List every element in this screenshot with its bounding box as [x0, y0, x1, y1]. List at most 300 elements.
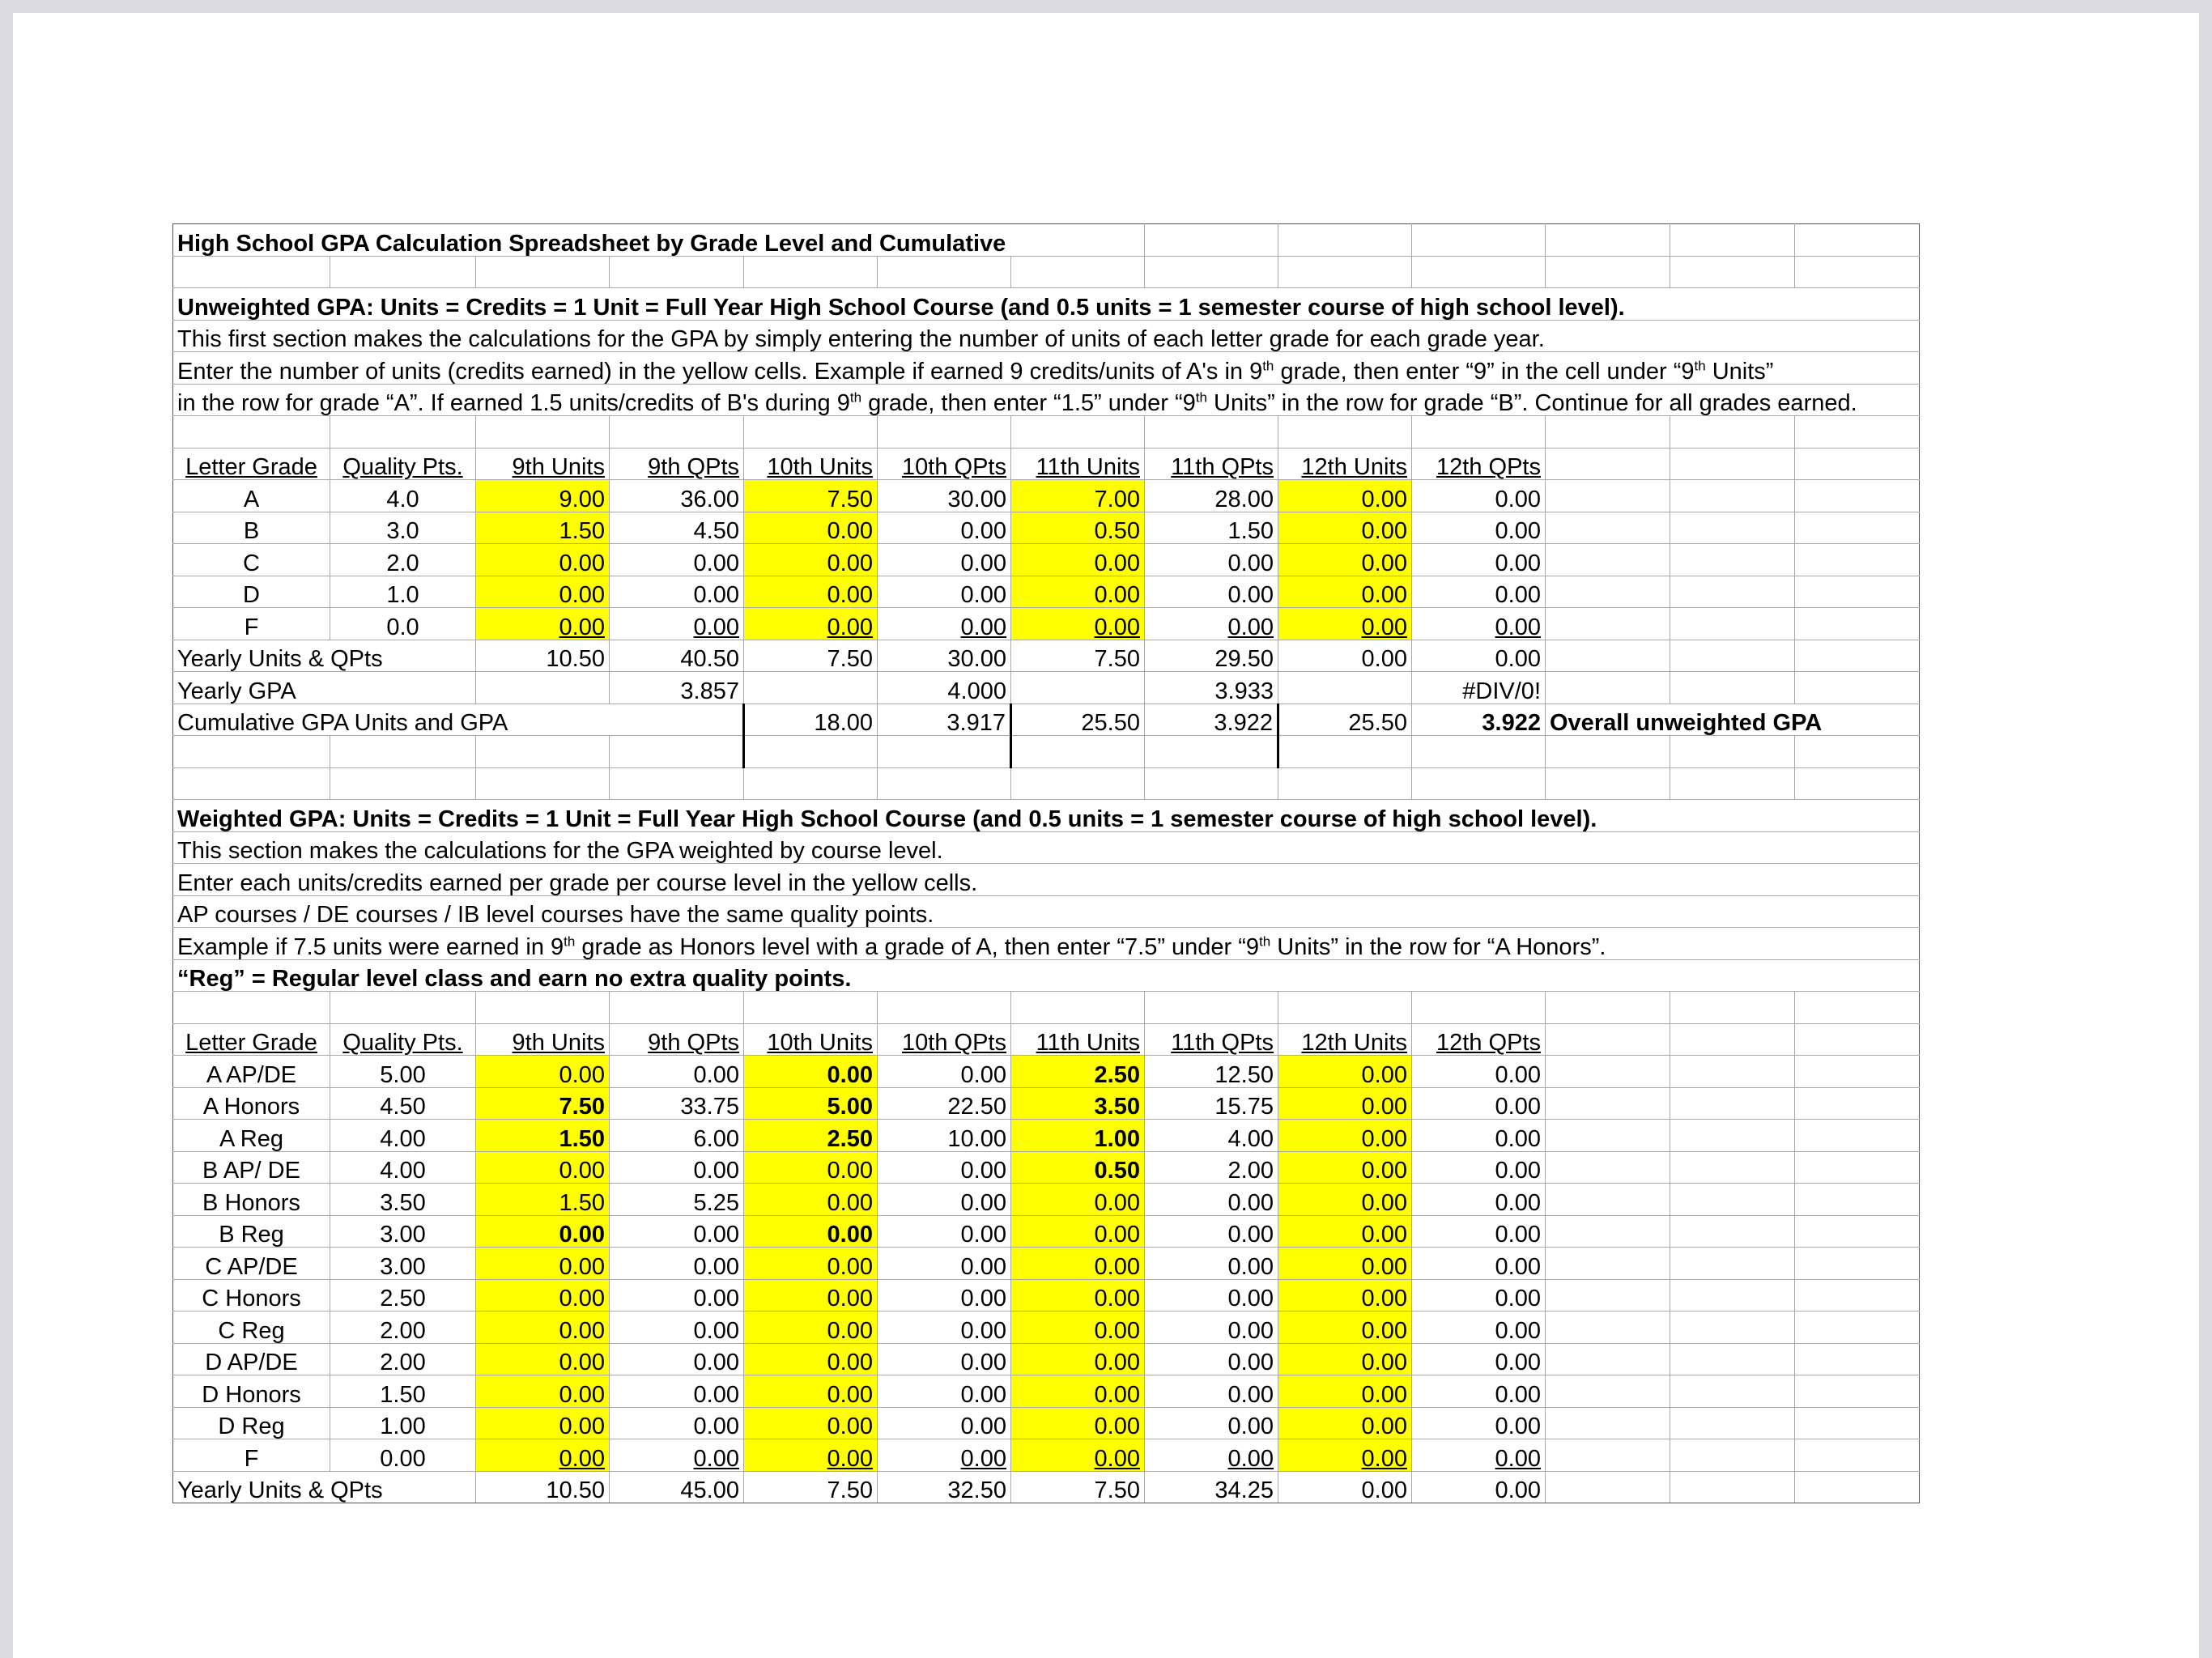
units-input[interactable]: 0.00 — [1278, 576, 1412, 608]
letter-grade: C AP/DE — [173, 1248, 330, 1280]
qpts-value: 36.00 — [610, 480, 744, 512]
reg-note: “Reg” = Regular level class and earn no extra quality points. — [173, 959, 1920, 992]
empty-cell — [1670, 767, 1795, 800]
empty-cell — [1011, 767, 1145, 800]
letter-grade: F — [173, 608, 330, 640]
yearly-value: 30.00 — [878, 640, 1011, 672]
units-input[interactable]: 0.00 — [1278, 608, 1412, 640]
superscript: th — [849, 389, 862, 406]
units-input[interactable]: 0.00 — [744, 1151, 878, 1184]
yearly-label: Yearly Units & QPts — [173, 1471, 476, 1503]
empty-cell — [1546, 767, 1670, 800]
qpts-value: 0.00 — [610, 608, 744, 640]
empty-cell — [1795, 608, 1920, 640]
empty-cell — [1546, 1120, 1670, 1152]
empty-cell — [1670, 1279, 1795, 1312]
empty-cell — [1795, 224, 1920, 257]
column-header: 12th Units — [1278, 448, 1412, 480]
empty-cell — [1412, 736, 1546, 768]
units-input[interactable]: 0.00 — [744, 1248, 878, 1280]
units-input[interactable]: 0.00 — [476, 1407, 610, 1439]
units-input[interactable]: 0.00 — [1278, 1151, 1412, 1184]
empty-cell — [173, 992, 330, 1024]
column-header: 10th QPts — [878, 448, 1011, 480]
yearly-value: 7.50 — [1011, 640, 1145, 672]
units-input[interactable]: 0.00 — [1011, 544, 1145, 576]
qpts-value: 0.00 — [878, 1375, 1011, 1408]
column-header: 10th Units — [744, 1023, 878, 1056]
units-input[interactable]: 0.00 — [1278, 1343, 1412, 1375]
letter-grade: A Reg — [173, 1120, 330, 1152]
units-input[interactable]: 0.00 — [1278, 1375, 1412, 1408]
empty-cell — [1795, 576, 1920, 608]
empty-cell — [1795, 1407, 1920, 1439]
sheet-row — [173, 1120, 1920, 1152]
sheet-row — [173, 1215, 1920, 1248]
sheet-title: High School GPA Calculation Spreadsheet by Grade Level and Cumulative — [173, 224, 1145, 257]
qpts-value: 0.00 — [1145, 1312, 1278, 1344]
units-input[interactable]: 0.00 — [476, 1279, 610, 1312]
sheet-row — [173, 480, 1920, 512]
sheet-row — [173, 576, 1920, 608]
units-input[interactable]: 0.00 — [1011, 1215, 1145, 1248]
qpts-value: 15.75 — [1145, 1087, 1278, 1120]
yearly-value: 45.00 — [610, 1471, 744, 1503]
text-segment: in the row for grade “A”. If earned 1.5 units/credits of B's during 9 — [177, 390, 850, 416]
empty-cell — [1145, 224, 1278, 257]
sheet-row — [173, 1279, 1920, 1312]
sheet-row — [173, 608, 1920, 640]
empty-cell — [1670, 1056, 1795, 1088]
yearly-value: 40.50 — [610, 640, 744, 672]
empty-cell — [744, 672, 878, 704]
empty-cell — [1145, 767, 1278, 800]
qpts-value: 12.50 — [1145, 1056, 1278, 1088]
empty-cell — [476, 672, 610, 704]
empty-cell — [1670, 1375, 1795, 1408]
empty-cell — [1795, 767, 1920, 800]
column-header: 12th Units — [1278, 1023, 1412, 1056]
qpts-value: 0.00 — [878, 1439, 1011, 1472]
units-input[interactable]: 0.00 — [476, 1151, 610, 1184]
qpts-value: 28.00 — [1145, 480, 1278, 512]
letter-grade: B Honors — [173, 1184, 330, 1216]
sheet-row — [173, 1407, 1920, 1439]
empty-cell — [1278, 736, 1412, 768]
empty-cell — [1795, 480, 1920, 512]
cumulative-gpa: 3.917 — [878, 704, 1011, 736]
empty-cell — [476, 767, 610, 800]
empty-cell — [1670, 608, 1795, 640]
units-input[interactable]: 0.00 — [476, 1375, 610, 1408]
units-input[interactable]: 0.00 — [744, 1279, 878, 1312]
units-input[interactable]: 1.50 — [476, 512, 610, 544]
empty-cell — [1795, 672, 1920, 704]
empty-cell — [1546, 1343, 1670, 1375]
qpts-value: 0.00 — [878, 1279, 1011, 1312]
empty-cell — [330, 416, 476, 449]
superscript: th — [1262, 357, 1274, 373]
qpts-value: 0.00 — [1145, 1279, 1278, 1312]
qpts-value: 0.00 — [610, 544, 744, 576]
weighted-desc-3: AP courses / DE courses / IB level courses have the same quality points. — [173, 895, 1920, 928]
sheet-row — [173, 640, 1920, 672]
unweighted-desc-3 — [173, 384, 1920, 416]
empty-cell — [476, 736, 610, 768]
quality-points: 1.0 — [330, 576, 476, 608]
empty-cell — [1670, 1407, 1795, 1439]
cumulative-units: 25.50 — [1011, 704, 1145, 736]
units-input[interactable]: 0.00 — [1011, 1407, 1145, 1439]
column-header: 11th Units — [1011, 1023, 1145, 1056]
units-input[interactable]: 0.00 — [744, 1312, 878, 1344]
units-input[interactable]: 9.00 — [476, 480, 610, 512]
gpa-value: 3.857 — [610, 672, 744, 704]
sheet-row — [173, 1248, 1920, 1280]
yearly-value: 32.50 — [878, 1471, 1011, 1503]
units-input[interactable]: 0.00 — [1278, 1312, 1412, 1344]
qpts-value: 0.00 — [610, 1439, 744, 1472]
column-header: 11th QPts — [1145, 1023, 1278, 1056]
yearly-value: 34.25 — [1145, 1471, 1278, 1503]
units-input[interactable]: 1.00 — [1011, 1120, 1145, 1152]
quality-points: 0.00 — [330, 1439, 476, 1472]
units-input[interactable]: 0.50 — [1011, 512, 1145, 544]
empty-cell — [1795, 640, 1920, 672]
qpts-value: 0.00 — [1412, 1279, 1546, 1312]
column-header: 12th QPts — [1412, 1023, 1546, 1056]
sheet-row — [173, 831, 1920, 864]
empty-cell — [1412, 416, 1546, 449]
units-input[interactable]: 7.50 — [744, 480, 878, 512]
letter-grade: A Honors — [173, 1087, 330, 1120]
empty-cell — [1670, 1343, 1795, 1375]
empty-cell — [1145, 992, 1278, 1024]
empty-cell — [1278, 256, 1412, 288]
units-input[interactable]: 1.50 — [476, 1120, 610, 1152]
qpts-value: 10.00 — [878, 1120, 1011, 1152]
superscript: th — [1694, 357, 1706, 373]
column-header: Letter Grade — [173, 448, 330, 480]
units-input[interactable]: 0.00 — [1278, 544, 1412, 576]
units-input[interactable]: 5.00 — [744, 1087, 878, 1120]
empty-cell — [1670, 416, 1795, 449]
empty-cell — [173, 767, 330, 800]
empty-cell — [1670, 1120, 1795, 1152]
sheet-row — [173, 1023, 1920, 1056]
sheet-row — [173, 1312, 1920, 1344]
empty-cell — [1011, 256, 1145, 288]
empty-cell — [173, 736, 330, 768]
yearly-value: 7.50 — [1011, 1471, 1145, 1503]
letter-grade: A — [173, 480, 330, 512]
cumulative-units: 25.50 — [1278, 704, 1412, 736]
qpts-value: 0.00 — [878, 1312, 1011, 1344]
empty-cell — [1670, 512, 1795, 544]
empty-cell — [610, 767, 744, 800]
empty-cell — [1546, 1023, 1670, 1056]
column-header: 9th Units — [476, 1023, 610, 1056]
empty-cell — [1795, 1151, 1920, 1184]
empty-cell — [1546, 1248, 1670, 1280]
units-input[interactable]: 0.00 — [744, 1215, 878, 1248]
empty-cell — [1278, 992, 1412, 1024]
text-segment: grade as Honors level with a grade of A, then enter “7.5” under “9 — [575, 933, 1260, 960]
units-input[interactable]: 0.00 — [744, 512, 878, 544]
column-header: 9th QPts — [610, 448, 744, 480]
qpts-value: 0.00 — [1145, 1215, 1278, 1248]
sheet-row — [173, 1056, 1920, 1088]
qpts-value: 0.00 — [1412, 1343, 1546, 1375]
qpts-value: 30.00 — [878, 480, 1011, 512]
units-input[interactable]: 0.00 — [1278, 1087, 1412, 1120]
units-input[interactable]: 0.00 — [1011, 1312, 1145, 1344]
units-input[interactable]: 3.50 — [1011, 1087, 1145, 1120]
empty-cell — [1795, 1375, 1920, 1408]
sheet-row — [173, 800, 1920, 832]
units-input[interactable]: 0.00 — [1278, 1184, 1412, 1216]
quality-points: 3.00 — [330, 1215, 476, 1248]
column-header: 10th QPts — [878, 1023, 1011, 1056]
quality-points: 5.00 — [330, 1056, 476, 1088]
units-input[interactable]: 0.00 — [1011, 1375, 1145, 1408]
sheet-row — [173, 1087, 1920, 1120]
quality-points: 3.50 — [330, 1184, 476, 1216]
qpts-value: 0.00 — [1412, 1248, 1546, 1280]
sheet-row — [173, 224, 1920, 257]
sheet-row — [173, 544, 1920, 576]
units-input[interactable]: 0.00 — [1011, 608, 1145, 640]
empty-cell — [1795, 448, 1920, 480]
sheet-row — [173, 704, 1920, 736]
letter-grade: B AP/ DE — [173, 1151, 330, 1184]
cumulative-label: Cumulative GPA Units and GPA — [173, 704, 744, 736]
yearly-value: 10.50 — [476, 640, 610, 672]
units-input[interactable]: 0.00 — [1278, 1248, 1412, 1280]
text-segment: grade, then enter “9” in the cell under “9 — [1274, 358, 1695, 385]
weighted-desc-1: This section makes the calculations for the GPA weighted by course level. — [173, 831, 1920, 864]
units-input[interactable]: 0.00 — [1278, 1120, 1412, 1152]
units-input[interactable]: 0.00 — [744, 544, 878, 576]
empty-cell — [1795, 1343, 1920, 1375]
qpts-value: 0.00 — [878, 1343, 1011, 1375]
column-header: Quality Pts. — [330, 1023, 476, 1056]
units-input[interactable]: 1.50 — [476, 1184, 610, 1216]
units-input[interactable]: 0.00 — [476, 1439, 610, 1472]
yearly-value: 0.00 — [1412, 640, 1546, 672]
empty-cell — [1670, 736, 1795, 768]
units-input[interactable]: 0.00 — [476, 1343, 610, 1375]
units-input[interactable]: 0.00 — [476, 1215, 610, 1248]
empty-cell — [610, 992, 744, 1024]
empty-cell — [1412, 992, 1546, 1024]
empty-cell — [1546, 480, 1670, 512]
qpts-value: 0.00 — [878, 512, 1011, 544]
empty-cell — [1795, 1248, 1920, 1280]
units-input[interactable]: 0.00 — [1011, 1184, 1145, 1216]
units-input[interactable]: 0.00 — [476, 608, 610, 640]
empty-cell — [1670, 1471, 1795, 1503]
units-input[interactable]: 0.00 — [1278, 1215, 1412, 1248]
units-input[interactable]: 7.50 — [476, 1087, 610, 1120]
empty-cell — [1670, 992, 1795, 1024]
units-input[interactable]: 0.00 — [744, 1375, 878, 1408]
units-input[interactable]: 0.00 — [1278, 512, 1412, 544]
empty-cell — [1795, 1312, 1920, 1344]
text-segment: Units” in the row for grade “B”. Continue for all grades earned. — [1206, 390, 1857, 416]
empty-cell — [1670, 576, 1795, 608]
weighted-desc-4 — [173, 928, 1920, 960]
empty-cell — [1145, 256, 1278, 288]
units-input[interactable]: 0.00 — [744, 608, 878, 640]
empty-cell — [1670, 448, 1795, 480]
units-input[interactable]: 0.00 — [476, 544, 610, 576]
empty-cell — [1670, 224, 1795, 257]
empty-cell — [1546, 512, 1670, 544]
empty-cell — [1546, 1087, 1670, 1120]
yearly-value: 7.50 — [744, 1471, 878, 1503]
units-input[interactable]: 0.00 — [1011, 1279, 1145, 1312]
sheet-row — [173, 320, 1920, 352]
cumulative-gpa: 3.922 — [1145, 704, 1278, 736]
units-input[interactable]: 0.00 — [1011, 1343, 1145, 1375]
sheet-row — [173, 864, 1920, 896]
units-input[interactable]: 0.50 — [1011, 1151, 1145, 1184]
qpts-value: 0.00 — [1412, 1184, 1546, 1216]
units-input[interactable]: 0.00 — [476, 1248, 610, 1280]
empty-cell — [1546, 1439, 1670, 1472]
qpts-value: 0.00 — [610, 1375, 744, 1408]
text-segment: Example if 7.5 units were earned in 9 — [177, 933, 564, 960]
qpts-value: 0.00 — [1145, 1439, 1278, 1472]
units-input[interactable]: 0.00 — [744, 1439, 878, 1472]
empty-cell — [1795, 256, 1920, 288]
yearly-value: 29.50 — [1145, 640, 1278, 672]
units-input[interactable]: 0.00 — [744, 576, 878, 608]
empty-cell — [330, 767, 476, 800]
letter-grade: C Reg — [173, 1312, 330, 1344]
letter-grade: B Reg — [173, 1215, 330, 1248]
qpts-value: 0.00 — [878, 608, 1011, 640]
units-input[interactable]: 0.00 — [744, 1184, 878, 1216]
qpts-value: 2.00 — [1145, 1151, 1278, 1184]
qpts-value: 4.50 — [610, 512, 744, 544]
units-input[interactable]: 0.00 — [1278, 1407, 1412, 1439]
units-input[interactable]: 2.50 — [1011, 1056, 1145, 1088]
empty-cell — [476, 992, 610, 1024]
empty-cell — [1546, 1312, 1670, 1344]
column-header: 11th QPts — [1145, 448, 1278, 480]
empty-cell — [1546, 1151, 1670, 1184]
empty-cell — [173, 416, 330, 449]
empty-cell — [744, 736, 878, 768]
qpts-value: 0.00 — [1145, 1343, 1278, 1375]
empty-cell — [1670, 1151, 1795, 1184]
gpa-value: 3.933 — [1145, 672, 1278, 704]
units-input[interactable]: 0.00 — [476, 576, 610, 608]
empty-cell — [1670, 1312, 1795, 1344]
empty-cell — [1670, 256, 1795, 288]
units-input[interactable]: 0.00 — [1278, 1439, 1412, 1472]
units-input[interactable]: 0.00 — [1278, 1056, 1412, 1088]
qpts-value: 0.00 — [610, 1279, 744, 1312]
empty-cell — [1546, 1375, 1670, 1408]
empty-cell — [1278, 672, 1412, 704]
weighted-heading: Weighted GPA: Units = Credits = 1 Unit = Full Year High School Course (and 0.5 units = 1 semester course of high school level). — [173, 800, 1920, 832]
units-input[interactable]: 0.00 — [744, 1056, 878, 1088]
empty-cell — [744, 767, 878, 800]
sheet-row — [173, 992, 1920, 1024]
units-input[interactable]: 0.00 — [1011, 1248, 1145, 1280]
empty-cell — [1145, 736, 1278, 768]
units-input[interactable]: 0.00 — [744, 1343, 878, 1375]
empty-cell — [1546, 672, 1670, 704]
units-input[interactable]: 0.00 — [476, 1312, 610, 1344]
empty-cell — [173, 256, 330, 288]
qpts-value: 0.00 — [878, 1184, 1011, 1216]
empty-cell — [1546, 448, 1670, 480]
sheet-row — [173, 959, 1920, 992]
column-header: 10th Units — [744, 448, 878, 480]
units-input[interactable]: 0.00 — [744, 1407, 878, 1439]
units-input[interactable]: 2.50 — [744, 1120, 878, 1152]
empty-cell — [1670, 1248, 1795, 1280]
units-input[interactable]: 0.00 — [1011, 1439, 1145, 1472]
sheet-row — [173, 256, 1920, 288]
qpts-value: 0.00 — [1145, 576, 1278, 608]
sheet-row — [173, 416, 1920, 449]
cumulative-units: 18.00 — [744, 704, 878, 736]
empty-cell — [1546, 1215, 1670, 1248]
empty-cell — [1011, 672, 1145, 704]
qpts-value: 0.00 — [1412, 544, 1546, 576]
unweighted-desc-2 — [173, 352, 1920, 385]
units-input[interactable]: 7.00 — [1011, 480, 1145, 512]
quality-points: 4.00 — [330, 1151, 476, 1184]
empty-cell — [1546, 1279, 1670, 1312]
gpa-value: 4.000 — [878, 672, 1011, 704]
qpts-value: 0.00 — [1145, 1184, 1278, 1216]
qpts-value: 0.00 — [610, 1312, 744, 1344]
column-header: 9th Units — [476, 448, 610, 480]
qpts-value: 0.00 — [1145, 608, 1278, 640]
empty-cell — [1278, 224, 1412, 257]
qpts-value: 5.25 — [610, 1184, 744, 1216]
qpts-value: 22.50 — [878, 1087, 1011, 1120]
qpts-value: 0.00 — [1412, 1215, 1546, 1248]
empty-cell — [1412, 767, 1546, 800]
empty-cell — [1546, 416, 1670, 449]
empty-cell — [878, 992, 1011, 1024]
units-input[interactable]: 0.00 — [1278, 480, 1412, 512]
empty-cell — [1670, 480, 1795, 512]
empty-cell — [610, 416, 744, 449]
quality-points: 3.0 — [330, 512, 476, 544]
qpts-value: 33.75 — [610, 1087, 744, 1120]
units-input[interactable]: 0.00 — [1278, 1279, 1412, 1312]
text-segment: Enter the number of units (credits earned) in the yellow cells. Example if earned 9 credits/units of A's in 9 — [177, 358, 1263, 385]
letter-grade: D Reg — [173, 1407, 330, 1439]
empty-cell — [878, 256, 1011, 288]
qpts-value: 0.00 — [878, 1056, 1011, 1088]
units-input[interactable]: 0.00 — [1011, 576, 1145, 608]
sheet-row — [173, 1375, 1920, 1408]
empty-cell — [878, 736, 1011, 768]
quality-points: 3.00 — [330, 1248, 476, 1280]
unweighted-desc-1: This first section makes the calculations for the GPA by simply entering the number of units of each letter grade for each grade year. — [173, 320, 1920, 352]
units-input[interactable]: 0.00 — [476, 1056, 610, 1088]
qpts-value: 0.00 — [1412, 512, 1546, 544]
